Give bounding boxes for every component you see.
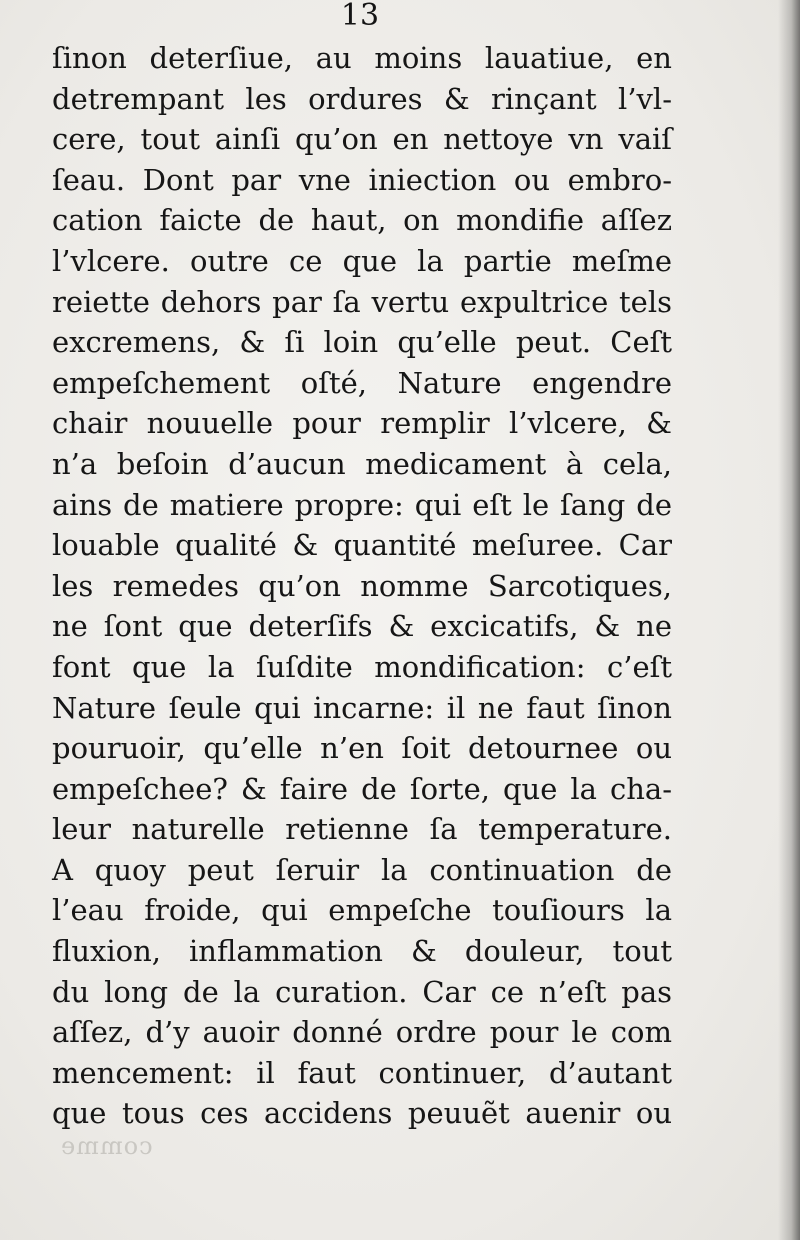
text-line: l’vlcere. outre ce que la partie meſme	[52, 243, 672, 278]
text-line: pouruoir, qu’elle n’en ſoit detournee ou	[52, 731, 672, 766]
text-line: ſinon deterſiue, au moins lauatiue, en	[52, 41, 672, 75]
text-line: ains de matiere propre: qui eſt le ſang de	[52, 487, 672, 522]
page-number: 13	[340, 0, 380, 33]
text-line: reiette dehors par ſa vertu expultrice tels	[52, 284, 672, 319]
text-line: l’eau froide, qui empeſche touſiours la	[52, 893, 672, 928]
text-line: detrempant les ordures & rinçant l’vl-	[52, 81, 672, 116]
text-line: leur naturelle retienne ſa temperature.	[52, 812, 672, 847]
text-line: Nature ſeule qui incarne: il ne faut ſinon	[52, 690, 672, 725]
catchword-bleed-through: comme	[60, 1132, 153, 1160]
body-text	[52, 38, 672, 1134]
text-line: empeſchement oſté, Nature engendre	[52, 365, 672, 400]
text-line: cere, tout ainſi qu’on en nettoye vn vaiſ	[52, 122, 672, 157]
text-line: du long de la curation. Car ce n’eſt pas	[52, 974, 672, 1009]
text-line: mencement: il faut continuer, d’autant	[52, 1055, 672, 1090]
text-line: fluxion, inflammation & douleur, tout	[52, 934, 672, 969]
text-line: aſſez, d’y auoir donné ordre pour le com	[52, 1015, 672, 1050]
text-line: n’a beſoin d’aucun medicament à cela,	[52, 446, 672, 481]
text-line: louable qualité & quantité meſuree. Car	[52, 528, 672, 563]
text-line: que tous ces accidens peuuẽt auenir ou	[52, 1096, 672, 1131]
page-gutter-shadow	[778, 0, 800, 1240]
text-line: ſeau. Dont par vne iniection ou embro-	[52, 162, 672, 197]
text-line: font que la ſuſdite mondification: c’eſt	[52, 649, 672, 684]
text-line: excremens, & ſi loin qu’elle peut. Ceſt	[52, 325, 672, 360]
text-line: chair nouuelle pour remplir l’vlcere, &	[52, 406, 672, 441]
text-line: A quoy peut ſeruir la continuation de	[52, 852, 672, 887]
text-line: les remedes qu’on nomme Sarcotiques,	[52, 568, 672, 603]
text-line: cation faicte de haut, on mondifie aſſez	[52, 203, 672, 238]
text-line: empeſchee? & faire de ſorte, que la cha-	[52, 771, 672, 806]
text-line: ne ſont que deterſifs & excicatifs, & ne	[52, 609, 672, 644]
